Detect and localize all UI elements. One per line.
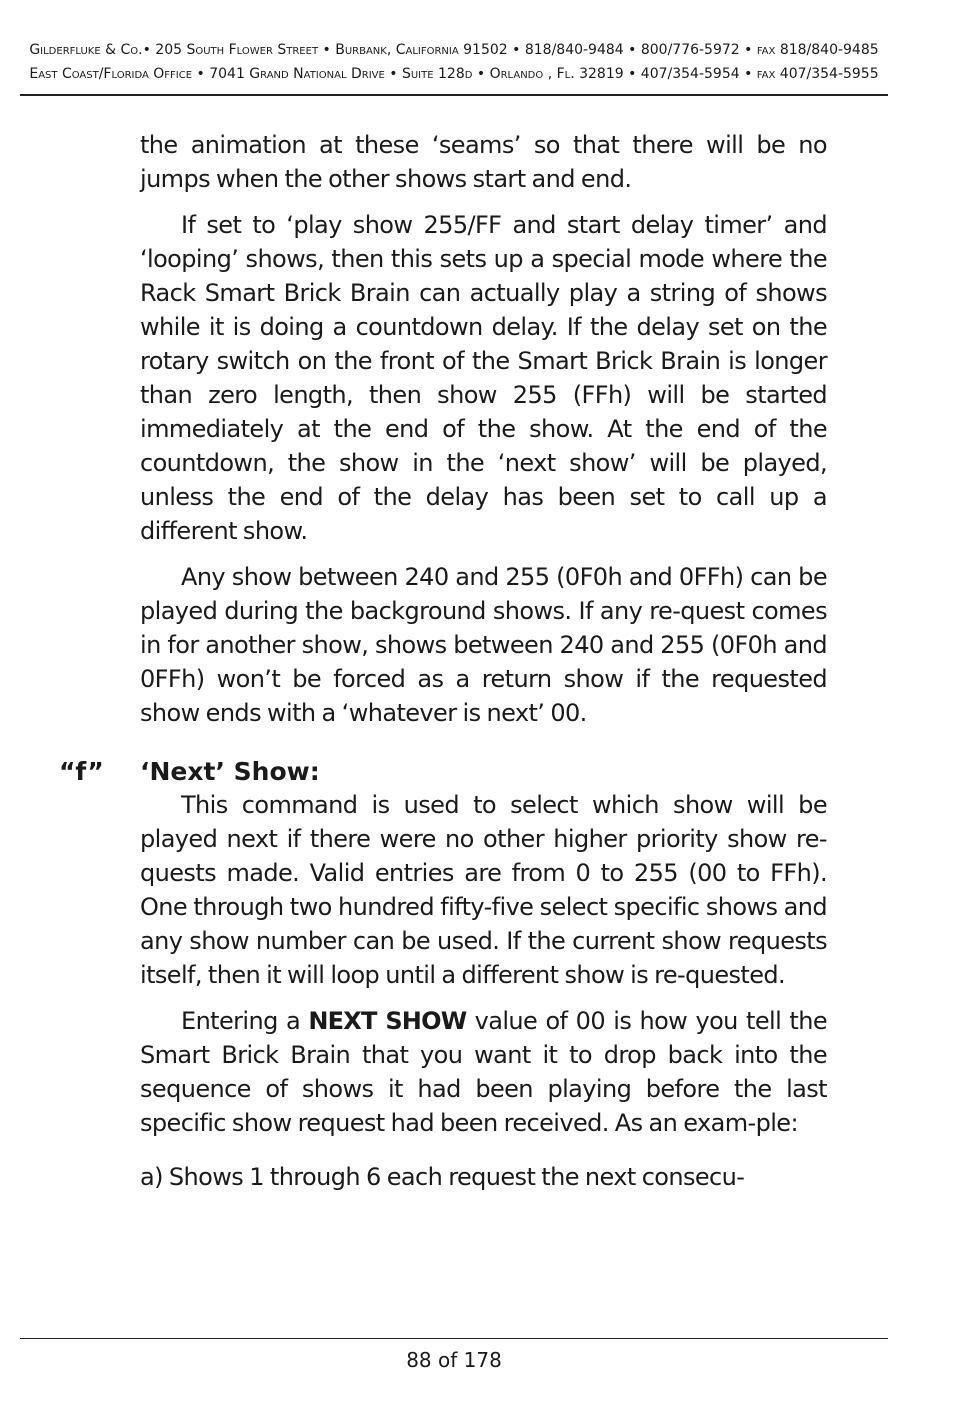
page-number: 88 of 178 (406, 1348, 502, 1372)
header-address-line-1: Gilderfluke & Co.• 205 South Flower Street • Burbank, California 91502 • 818/840-9484 • 800/776-5972 • fax 818/840-9485 (29, 42, 879, 58)
header-address-line-2: East Coast/Florida Office • 7041 Grand National Drive • Suite 128d • Orlando , Fl. 32819 • 407/354-5954 • fax 407/354-5955 (29, 66, 879, 82)
section-next-show (59, 756, 827, 1194)
paragraph-play-show: If set to ‘play show 255/FF and start delay timer’ and ‘looping’ shows, then this sets up a special mode where the Rack Smart Brick Brain can actually play a string of shows while it is doing a countdown delay. If the delay set on the rotary switch on the front of the Smart Brick Brain is longer than zero length, then show 255 (FFh) will be started immediately at the end of the show. At the end of the countdown, the show in the ‘next show’ will be played, unless the end of the delay has been set to call up a different show. (140, 211, 827, 545)
section-marker: “f” (59, 757, 104, 786)
page-content (59, 128, 827, 1206)
footer-divider (20, 1338, 888, 1339)
section-title: ‘Next’ Show: (140, 757, 320, 786)
paragraph-entering (140, 1004, 827, 1140)
list-item-a: a) Shows 1 through 6 each request the next consecu- (140, 1163, 745, 1191)
header-divider (20, 94, 888, 96)
next-show-keyword: NEXT SHOW (308, 1007, 467, 1035)
page-header (20, 38, 888, 86)
entering-suffix: value of 00 is how you tell the Smart Brick Brain that you want it to drop back into the sequence of shows it had been playing before the last specific show request had been received. As an exam-ple: (140, 1007, 827, 1137)
paragraph-continuation: the animation at these ‘seams’ so that there will be no jumps when the other shows start and end. (140, 131, 827, 193)
paragraph-next-show: This command is used to select which show will be played next if there were no other higher priority show re-quests made. Valid entries are from 0 to 255 (00 to FFh). One through two hundred fifty-five select specific shows and any show number can be used. If the current show requests itself, then it will loop until a different show is re-quested. (140, 791, 827, 989)
paragraph-any-show: Any show between 240 and 255 (0F0h and 0FFh) can be played during the background shows. If any re-quest comes in for another show, shows between 240 and 255 (0F0h and 0FFh) won’t be forced as a return show if the requested show ends with a ‘whatever is next’ 00. (140, 563, 827, 727)
entering-prefix: Entering a (181, 1007, 309, 1035)
